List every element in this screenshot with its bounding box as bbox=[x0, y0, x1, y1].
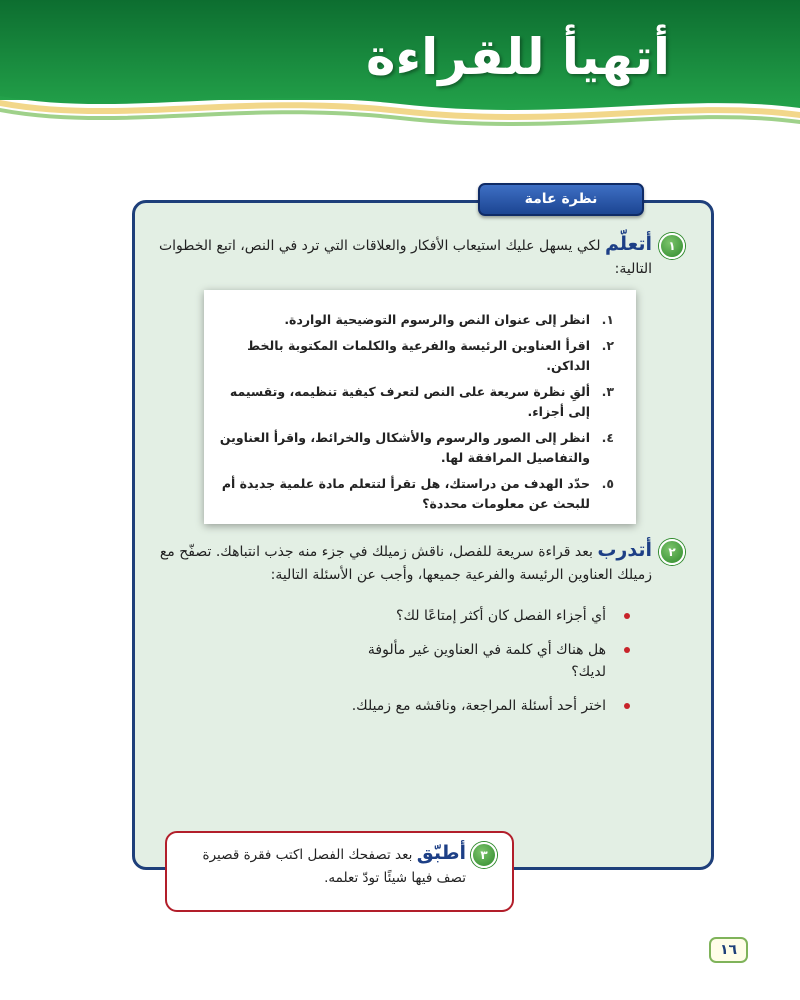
list-item bbox=[330, 695, 630, 717]
step-2-paragraph bbox=[142, 539, 652, 587]
step-2-keyword: أتدرب bbox=[597, 539, 652, 561]
question-text: اختر أحد أسئلة المراجعة، وناقشه مع زميلك. bbox=[351, 698, 606, 714]
list-item bbox=[218, 336, 614, 376]
page-number: ١٦ bbox=[709, 937, 748, 963]
list-item-text: ألقِ نظرة سريعة على النص لتعرف كيفية تنظيمه، وتقسيمه إلى أجزاء. bbox=[229, 384, 590, 419]
section-tab-label: نظرة عامة bbox=[478, 183, 644, 216]
bullet-icon bbox=[624, 613, 630, 619]
list-item bbox=[330, 605, 630, 627]
list-item bbox=[330, 639, 630, 683]
list-item-number: ٣. bbox=[601, 384, 614, 399]
question-text: هل هناك أي كلمة في العناوين غير مألوفة لديك؟ bbox=[367, 642, 606, 680]
list-item-text: انظر إلى الصور والرسوم والأشكال والخرائط، واقرأ العناوين والتفاصيل المرافقة لها. bbox=[219, 430, 590, 465]
step-3-text: بعد تصفحك الفصل اكتب فقرة قصيرة تصف فيها شيئًا تودّ تعلمه. bbox=[202, 847, 466, 886]
list-item-text: انظر إلى عنوان النص والرسوم التوضيحية الواردة. bbox=[284, 312, 590, 327]
step-1-paragraph bbox=[142, 233, 652, 281]
question-text: أي أجزاء الفصل كان أكثر إمتاعًا لك؟ bbox=[396, 608, 606, 624]
steps-card bbox=[204, 290, 636, 524]
list-item bbox=[218, 474, 614, 514]
list-item-number: ٢. bbox=[601, 338, 614, 353]
bullet-icon bbox=[624, 647, 630, 653]
step-3-paragraph bbox=[176, 842, 466, 890]
list-item bbox=[218, 382, 614, 422]
step-2-badge: ٢ bbox=[659, 539, 685, 565]
list-item-number: ١. bbox=[601, 312, 614, 327]
list-item-text: اقرأ العناوين الرئيسة والفرعية والكلمات المكتوبة بالخط الداكن. bbox=[247, 338, 590, 373]
step-3-keyword: أطبّق bbox=[416, 842, 466, 864]
step-3-badge: ٣ bbox=[471, 842, 497, 868]
list-item-text: حدّد الهدف من دراستك، هل تقرأ لتتعلم مادة علمية جديدة أم للبحث عن معلومات محددة؟ bbox=[221, 476, 590, 511]
bullet-icon bbox=[624, 703, 630, 709]
step-1-keyword: أتعلّم bbox=[604, 233, 652, 255]
list-item-number: ٤. bbox=[601, 430, 614, 445]
step-2-text: بعد قراءة سريعة للفصل، ناقش زميلك في جزء منه جذب انتباهك. تصفّح مع زميلك العناوين الرئيسة والفرعية جميعها، وأجب عن الأسئلة التالية: bbox=[159, 544, 652, 583]
questions-list bbox=[330, 605, 630, 729]
list-item bbox=[218, 310, 614, 330]
list-item-number: ٥. bbox=[601, 476, 614, 491]
list-item bbox=[218, 428, 614, 468]
page-title: أتهيأ للقراءة bbox=[365, 28, 670, 86]
step-1-text: لكي يسهل عليك استيعاب الأفكار والعلاقات التي ترد في النص، اتبع الخطوات التالية: bbox=[158, 238, 652, 277]
step-1-badge: ١ bbox=[659, 233, 685, 259]
